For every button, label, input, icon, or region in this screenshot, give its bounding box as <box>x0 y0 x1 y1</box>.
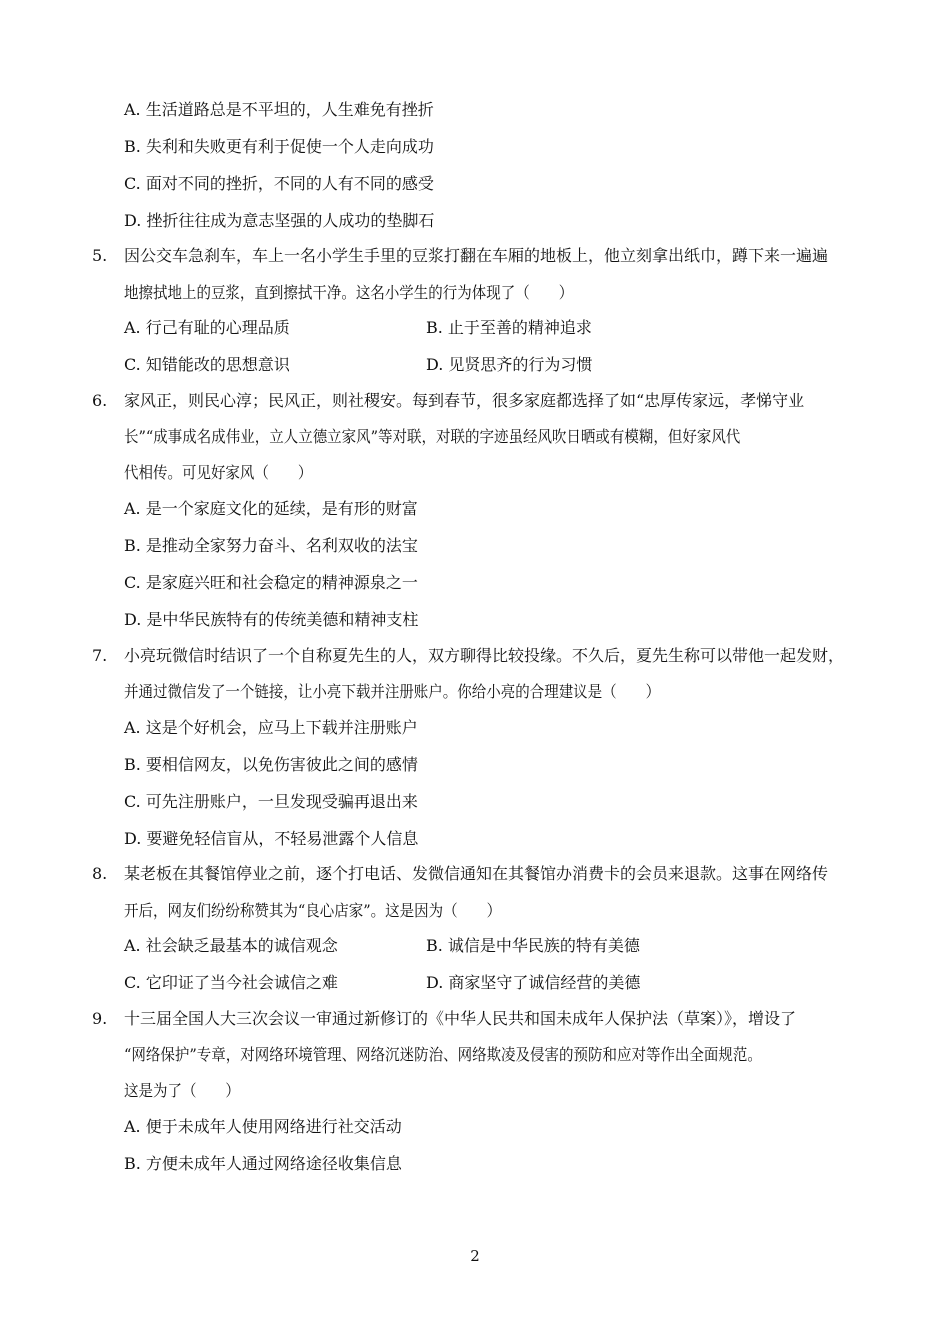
page-number: 2 <box>470 1247 480 1265</box>
q4-option-c: C. 面对不同的挫折，不同的人有不同的感受 <box>124 174 434 193</box>
q5-option-b: B. 止于至善的精神追求 <box>426 318 592 337</box>
q5-stem-line1: 因公交车急刹车，车上一名小学生手里的豆浆打翻在车厢的地板上，他立刻拿出纸巾，蹲下来一遍遍 <box>124 246 829 265</box>
q8-option-c: C. 它印证了当今社会诚信之难 <box>124 973 338 992</box>
q6-option-d: D. 是中华民族特有的传统美德和精神支柱 <box>124 610 419 629</box>
q7-number: 7. <box>92 646 108 665</box>
q6-number: 6. <box>92 391 108 410</box>
q8-option-b: B. 诚信是中华民族的特有美德 <box>426 936 640 955</box>
q4-option-d: D. 挫折往往成为意志坚强的人成功的垫脚石 <box>124 211 435 230</box>
q9-stem-line1: 十三届全国人大三次会议一审通过新修订的《中华人民共和国未成年人保护法（草案）》，增设了 <box>124 1009 797 1028</box>
q5-option-c: C. 知错能改的思想意识 <box>124 355 290 374</box>
q7-option-a: A. 这是个好机会，应马上下载并注册账户 <box>124 718 418 737</box>
q9-stem-line3: 这是为了（ ） <box>124 1081 240 1100</box>
q8-option-d: D. 商家坚守了诚信经营的美德 <box>426 973 641 992</box>
q6-option-a: A. 是一个家庭文化的延续，是有形的财富 <box>124 499 418 518</box>
q7-stem-line2: 并通过微信发了一个链接，让小亮下载并注册账户。你给小亮的合理建议是（ ） <box>124 682 661 701</box>
q8-stem-line1: 某老板在其餐馆停业之前，逐个打电话、发微信通知在其餐馆办消费卡的会员来退款。这事在网络传 <box>124 864 829 883</box>
q7-stem-line1: 小亮玩微信时结识了一个自称夏先生的人，双方聊得比较投缘。不久后，夏先生称可以带他一起发财， <box>124 646 845 665</box>
q9-stem-line2: “网络保护”专章，对网络环境管理、网络沉迷防治、网络欺凌及侵害的预防和应对等作出全面规范。 <box>124 1045 762 1064</box>
q5-stem-line2: 地擦拭地上的豆浆，直到擦拭干净。这名小学生的行为体现了（ ） <box>124 283 574 302</box>
q7-option-d: D. 要避免轻信盲从，不轻易泄露个人信息 <box>124 829 419 848</box>
q5-option-d: D. 见贤思齐的行为习惯 <box>426 355 593 374</box>
q8-stem-line2: 开后，网友们纷纷称赞其为“良心店家”。这是因为（ ） <box>124 901 502 920</box>
q6-option-b: B. 是推动全家努力奋斗、名利双收的法宝 <box>124 536 418 555</box>
q8-number: 8. <box>92 864 108 883</box>
q9-number: 9. <box>92 1009 108 1028</box>
q6-stem-line1: 家风正，则民心淳；民风正，则社稷安。每到春节，很多家庭都选择了如“忠厚传家远，孝悌守业 <box>124 391 805 410</box>
q5-number: 5. <box>92 246 108 265</box>
q6-stem-line2: 长”“成事成名成伟业，立人立德立家风”等对联，对联的字迹虽经风吹日晒或有模糊，但好家风代 <box>124 427 741 446</box>
q4-option-a: A. 生活道路总是不平坦的，人生难免有挫折 <box>124 100 434 119</box>
q8-option-a: A. 社会缺乏最基本的诚信观念 <box>124 936 338 955</box>
q9-option-a: A. 便于未成年人使用网络进行社交活动 <box>124 1117 402 1136</box>
q5-option-a: A. 行己有耻的心理品质 <box>124 318 290 337</box>
q4-option-b: B. 失利和失败更有利于促使一个人走向成功 <box>124 137 434 156</box>
q6-option-c: C. 是家庭兴旺和社会稳定的精神源泉之一 <box>124 573 418 592</box>
q7-option-b: B. 要相信网友，以免伤害彼此之间的感情 <box>124 755 418 774</box>
q7-option-c: C. 可先注册账户，一旦发现受骗再退出来 <box>124 792 418 811</box>
q9-option-b: B. 方便未成年人通过网络途径收集信息 <box>124 1154 402 1173</box>
q6-stem-line3: 代相传。可见好家风（ ） <box>124 463 313 482</box>
